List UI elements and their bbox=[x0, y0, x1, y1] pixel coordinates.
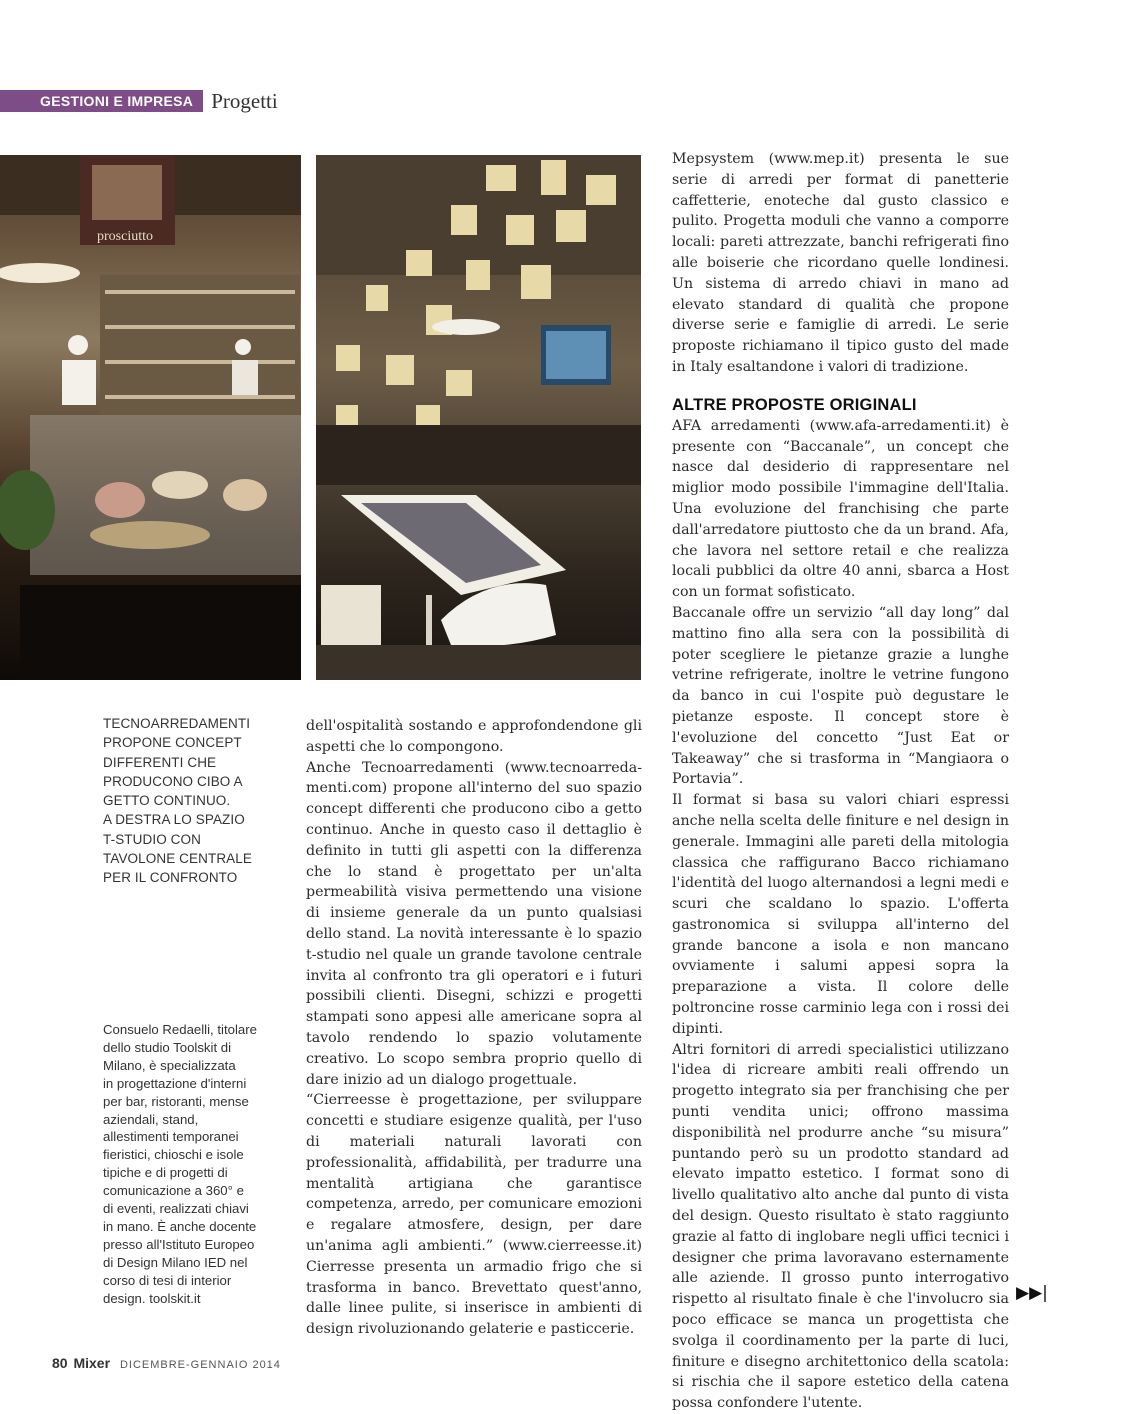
section-tag: GESTIONI E IMPRESA bbox=[0, 90, 203, 112]
paragraph: Baccanale offre un servizio “all day long” dal mattino fino alla sera con la possibilità di poter scegliere le pietanze grazie a lunghe vetrine refrigerate, inoltre le vetrine fungono da banco in cui l'ospite può degustare le pietanze esposte. Il concept store è l'evoluzione del concetto “Just Eat or Takeaway” che si trasforma in “Mangiaora o Portavia”. bbox=[672, 604, 1009, 788]
issue-date: DICEMBRE-GENNAIO 2014 bbox=[119, 1359, 281, 1371]
bio-line: in mano. È anche docente bbox=[103, 1218, 257, 1234]
bio-line: di Design Milano IED nel bbox=[103, 1254, 248, 1270]
bio-line: Consuelo Redaelli, titolare bbox=[103, 1022, 257, 1037]
paragraph: Il format si basa su valori chiari espressi anche nella scelta delle finiture e nel design in generale. Immagini alle pareti della mitologia classica che raffigurano Bacco richiamano l'identità del luogo alternandosi a legni medi e scuri che scaldano lo spazio. L'offerta gastronomica si sviluppa all'interno del grande bancone a isola e non mancano ovviamente i salumi appesi sopra la preparazione a vista. Il colore delle poltroncine rosse carminio lega con i rossi dei dipinti. bbox=[672, 792, 1009, 1037]
photo-caption bbox=[103, 714, 263, 888]
caption-line: T-STUDIO CON bbox=[103, 831, 201, 847]
bio-line: di eventi, realizzati chiavi bbox=[103, 1201, 249, 1217]
paragraph: Altri fornitori di arredi specialistici utilizzano l'idea di ricreare ambiti reali offrendo un progetto integrato sia per franchising che per punti vendita unici; offrono massima disponibilità nel produrre anche “su misura” puntando però su un prodotto standard ad elevato impatto estetico. I format sono di livello qualitativo alto anche dal punto di vista del design. Questo risultato è stato raggiunto grazie al fatto di inglobare negli uffici tecnici i designer che prima lavoravano esternamente alle aziende. Il grosso punto interrogativo rispetto al risultato finale è che l'involucro sia poco efficace se manca un progettista che svolga il coordinamento per la parte di luci, finiture e disegno architettonico della scatola: si rischia che il sapore estetico della catena possa confondere l'utente. bbox=[672, 1041, 1009, 1412]
page-footer bbox=[52, 1355, 281, 1371]
paragraph: AFA arredamenti (www.afa-arredamenti.it) è presente con “Baccanale”, un concept che nasce dal desiderio di rappresentare nel miglior modo possibile l'immagine dell'Italia. Una evoluzione del franchising che parte dall'arredatore piuttosto che da un brand. Afa, che lavora nel settore retail e che realizza locali pubblici da oltre 40 anni, sbarca a Host con un format sofisticato. bbox=[672, 417, 1009, 601]
bio-line: design. toolskit.it bbox=[103, 1290, 201, 1306]
paragraph: Anche Tecnoarredamenti (www.tecnoarreda-menti.com) propone all'interno del suo spazio concept differenti che producono cibo a getto continuo. Anche in questo caso il dettaglio è definito in tutti gli aspetti con la differenza che lo stand è progettato per un'alta permeabilità visiva permettendo una visione di insieme generale da un punto qualsiasi dello stand. La novità interessante è lo spazio t-studio nel quale un grande tavolone centrale invita al confronto tra gli operatori e i futuri possibili clienti. Disegni, schizzi e progetti stampati sono appesi alle americane sopra al tavolo rendendo lo spazio volutamente creativo. Lo scopo sembra proprio quello di dare inizio ad un dialogo progettuale. bbox=[306, 759, 642, 1088]
bio-line: tipiche e di progetti di bbox=[103, 1165, 228, 1181]
caption-line: PRODUCONO CIBO A bbox=[103, 773, 243, 789]
bio-line: Milano, è specializzata bbox=[103, 1057, 236, 1073]
caption-line: PER IL CONFRONTO bbox=[103, 870, 238, 886]
page-number: 80 bbox=[52, 1355, 68, 1371]
paragraph: dell'ospitalità sostando e approfondendone gli aspetti che lo compongono. bbox=[306, 718, 642, 755]
article-column-right bbox=[672, 149, 1009, 1414]
article-column-middle bbox=[306, 716, 642, 1340]
prosciutto-sign: prosciutto bbox=[97, 229, 153, 244]
caption-line: GETTO CONTINUO. bbox=[103, 793, 231, 809]
author-bio bbox=[103, 1021, 283, 1308]
photo-deli-counter bbox=[0, 155, 301, 680]
magazine-name: Mixer bbox=[73, 1355, 111, 1371]
section-header bbox=[0, 90, 278, 112]
bio-line: fieristici, chioschi e isole bbox=[103, 1147, 244, 1163]
caption-line: DIFFERENTI CHE bbox=[103, 754, 217, 770]
bio-line: allestimenti temporanei bbox=[103, 1129, 239, 1145]
caption-line: A DESTRA LO SPAZIO bbox=[103, 812, 245, 828]
caption-line: PROPONE CONCEPT bbox=[103, 735, 242, 751]
photo-t-studio bbox=[316, 155, 641, 680]
bio-line: aziendali, stand, bbox=[103, 1111, 199, 1127]
bio-line: per bar, ristoranti, mense bbox=[103, 1093, 249, 1109]
next-page-icon: ▶▶| bbox=[1016, 1283, 1048, 1303]
paragraph: “Cierreesse è progettazione, per sviluppare concetti e studiare esigenze qualità, per l'uso di materiali naturali lavorati con professionalità, affidabilità, per tradurre una mentalità artigiana che garantisce competenza, arredo, per comunicare emozioni e regalare atmosfere, design, per dare un'anima agli ambienti.” (www.cierreesse.it) Cierresse presenta un armadio frigo che si trasforma in banco. Brevettato quest'anno, dalle linee pulite, si inserisce in ambienti di design rivoluzionando gelaterie e pasticcerie. bbox=[306, 1092, 642, 1338]
bio-line: comunicazione a 360° e bbox=[103, 1183, 244, 1199]
section-title: Progetti bbox=[211, 89, 278, 113]
bio-line: presso all'Istituto Europeo bbox=[103, 1236, 255, 1252]
caption-line: TECNOARREDAMENTI bbox=[103, 716, 251, 731]
paragraph: Mepsystem (www.mep.it) presenta le sue serie di arredi per format di panetterie caffetterie, enoteche dal gusto classico e pulito. Progetta moduli che vanno a comporre locali: pareti attrezzate, banchi refrigerati fino alle boiserie che ricordano quelle londinesi. Un sistema di arredo chiavi in mano ad elevato standard di qualità che propone diverse serie e famiglie di arredi. Le serie proposte richiamano il tipico gusto del made in Italy esaltandone i valori di tradizione. bbox=[672, 151, 1009, 375]
caption-line: TAVOLONE CENTRALE bbox=[103, 851, 252, 867]
bio-line: corso di tesi di interior bbox=[103, 1272, 232, 1288]
bio-line: in progettazione d'interni bbox=[103, 1075, 247, 1091]
bio-line: dello studio Toolskit di bbox=[103, 1039, 232, 1055]
subheading: ALTRE PROPOSTE ORIGINALI bbox=[672, 395, 917, 414]
